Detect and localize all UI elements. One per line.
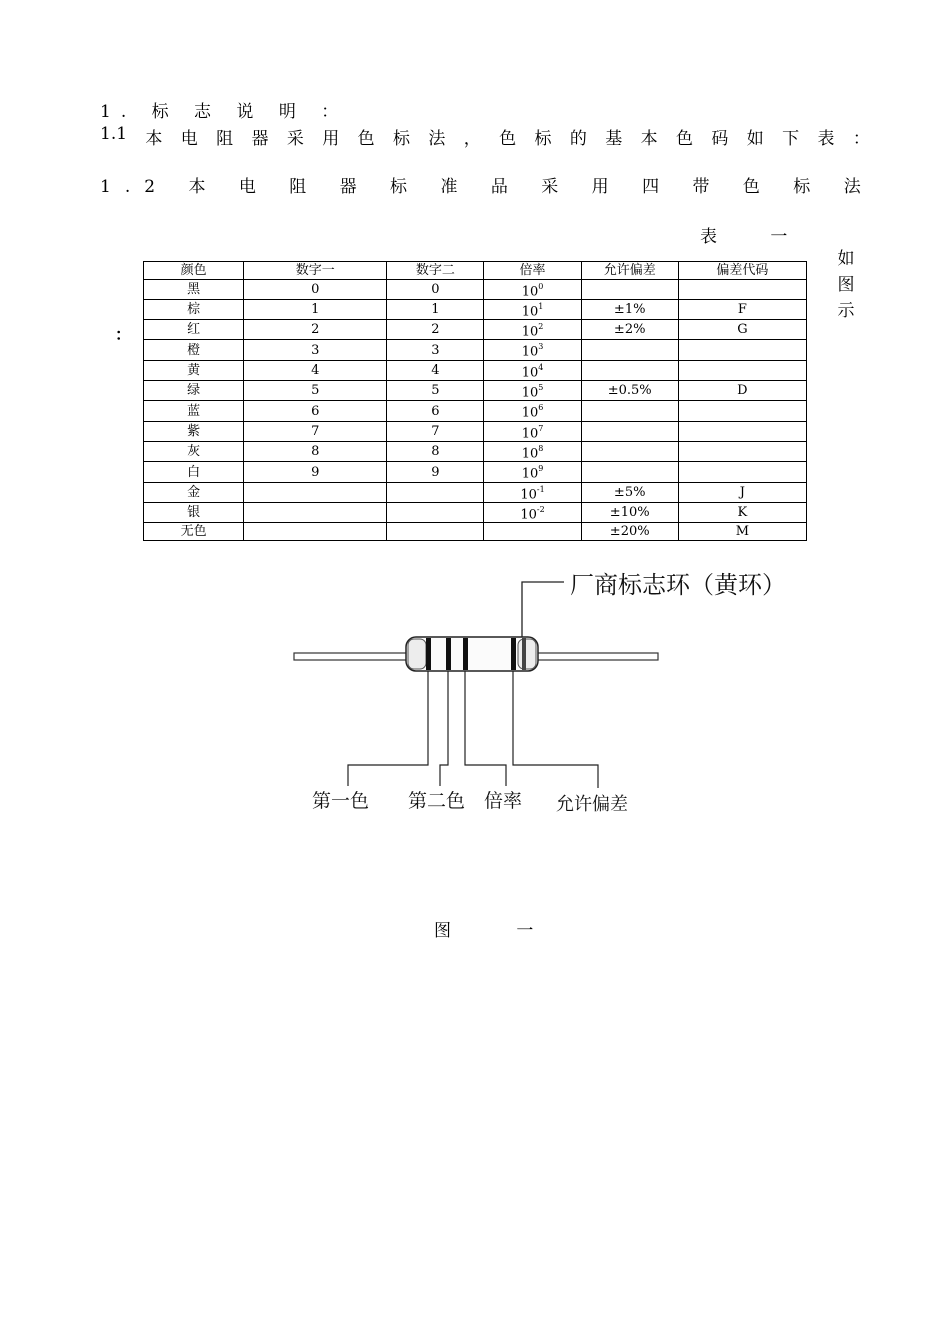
cell-digit-one: 2: [244, 320, 387, 340]
cell-multiplier: [484, 482, 581, 502]
cell-digit-one: 4: [244, 360, 387, 380]
cell-digit-one: 5: [244, 381, 387, 401]
cell-color: 黑: [144, 279, 244, 299]
multiplier-exponent: 3: [538, 342, 544, 352]
cell-color: 绿: [144, 381, 244, 401]
section-1-1-char: 如: [746, 129, 764, 149]
resistor-left-cap: [408, 639, 426, 669]
cell-color: 橙: [144, 340, 244, 360]
table-row: [144, 360, 807, 380]
section-1-1-char: 法: [428, 129, 446, 149]
section-1-1-char: 本: [145, 129, 163, 149]
band-tolerance: [511, 638, 516, 670]
cell-tolerance: [581, 279, 678, 299]
multiplier-exponent: 4: [538, 362, 544, 372]
side-note-char: 示: [837, 301, 855, 321]
side-note-char: 图: [837, 275, 855, 295]
cell-color: 棕: [144, 299, 244, 319]
cell-color: 蓝: [144, 401, 244, 421]
cell-tolerance-code: [678, 462, 806, 482]
cell-digit-one: 8: [244, 442, 387, 462]
cell-multiplier: [484, 503, 581, 523]
section-1-1-char: 阻: [216, 129, 234, 149]
multiplier-exponent: 2: [538, 322, 544, 332]
multiplier-exponent: 6: [538, 403, 544, 413]
section-1-1-char: 本: [640, 129, 658, 149]
table-row: [144, 462, 807, 482]
cell-tolerance-code: [678, 279, 806, 299]
multiplier-exponent: 9: [538, 464, 544, 474]
table-row: [144, 482, 807, 502]
cell-tolerance-code: [678, 421, 806, 441]
header-digit-one: 数字一: [244, 262, 387, 280]
maker-ring-label: 厂商标志环（黄环）: [570, 571, 786, 599]
table-row: [144, 523, 807, 541]
side-colon: ：: [115, 325, 132, 344]
multiplier-exponent: -2: [536, 505, 545, 515]
cell-tolerance: ±0.5%: [581, 381, 678, 401]
cell-digit-two: 5: [387, 381, 484, 401]
cell-tolerance-code: G: [678, 320, 806, 340]
section-1-1-char: 下: [782, 129, 800, 149]
leader-second-color: [440, 671, 448, 786]
section-1-1-char: ，: [463, 129, 481, 149]
cell-tolerance-code: F: [678, 299, 806, 319]
section-1-1-char: 标: [393, 129, 411, 149]
cell-tolerance: [581, 462, 678, 482]
multiplier-exponent: 1: [538, 301, 544, 311]
cell-multiplier: [484, 462, 581, 482]
cell-multiplier: [484, 401, 581, 421]
cell-color: 灰: [144, 442, 244, 462]
section-1-1-char: 表: [817, 129, 835, 149]
section-1-1-text: [100, 124, 870, 149]
maker-leader-line: [522, 582, 564, 637]
figure-caption: 图 一: [434, 921, 564, 941]
side-note-char: 如: [837, 249, 855, 269]
cell-multiplier: [484, 279, 581, 299]
section-1-1-char: 色: [676, 129, 694, 149]
band-second-color: [446, 638, 451, 670]
cell-tolerance: [581, 360, 678, 380]
multiplier-base: 10: [521, 426, 539, 442]
cell-color: 红: [144, 320, 244, 340]
label-second-color: 第二色: [408, 790, 466, 812]
table-body: [144, 279, 807, 540]
multiplier-exponent: 8: [538, 444, 544, 454]
leader-tolerance: [513, 671, 598, 788]
cell-digit-one: [244, 503, 387, 523]
cell-color: 黄: [144, 360, 244, 380]
header-digit-two: 数字二: [387, 262, 484, 280]
band-first-color: [426, 638, 431, 670]
cell-digit-one: 3: [244, 340, 387, 360]
cell-tolerance: ±20%: [581, 523, 678, 541]
cell-color: 白: [144, 462, 244, 482]
multiplier-base: 10: [521, 446, 539, 462]
table-row: [144, 503, 807, 523]
multiplier-exponent: -1: [536, 484, 545, 494]
band-maker-yellow: [522, 638, 526, 670]
cell-multiplier: [484, 320, 581, 340]
multiplier-base: 10: [521, 283, 539, 299]
multiplier-base: 10: [521, 466, 539, 482]
cell-digit-two: 9: [387, 462, 484, 482]
cell-color: 无色: [144, 523, 244, 541]
cell-multiplier: [484, 442, 581, 462]
section-1-1-char: 色: [499, 129, 517, 149]
section-1-1-char: 采: [286, 129, 304, 149]
label-first-color: 第一色: [312, 790, 370, 812]
section-1-1-char: 的: [569, 129, 587, 149]
cell-color: 金: [144, 482, 244, 502]
cell-tolerance: ±2%: [581, 320, 678, 340]
cell-digit-two: 6: [387, 401, 484, 421]
section-1-1-char: 码: [711, 129, 729, 149]
cell-multiplier: [484, 421, 581, 441]
table-row: [144, 279, 807, 299]
section-1-1-char: 基: [605, 129, 623, 149]
table-row: [144, 299, 807, 319]
cell-digit-two: [387, 503, 484, 523]
cell-tolerance-code: K: [678, 503, 806, 523]
cell-digit-one: 1: [244, 299, 387, 319]
section-1-1-char: 1.1: [100, 124, 128, 144]
multiplier-base: 10: [520, 507, 537, 523]
resistor-right-lead: [536, 653, 658, 660]
multiplier-base: 10: [521, 405, 539, 421]
cell-tolerance-code: M: [678, 523, 806, 541]
cell-digit-one: 6: [244, 401, 387, 421]
resistor-figure: [280, 560, 840, 830]
cell-tolerance-code: J: [678, 482, 806, 502]
cell-digit-two: 4: [387, 360, 484, 380]
band-multiplier: [463, 638, 468, 670]
cell-digit-one: 7: [244, 421, 387, 441]
section-1-1-char: 用: [322, 129, 340, 149]
multiplier-base: 10: [521, 365, 539, 381]
cell-tolerance-code: [678, 401, 806, 421]
cell-tolerance-code: D: [678, 381, 806, 401]
cell-tolerance: [581, 421, 678, 441]
cell-color: 银: [144, 503, 244, 523]
cell-multiplier: [484, 523, 581, 541]
cell-tolerance: ±10%: [581, 503, 678, 523]
multiplier-base: 10: [521, 324, 539, 340]
cell-tolerance: [581, 442, 678, 462]
multiplier-exponent: 5: [538, 383, 544, 393]
table-row: [144, 401, 807, 421]
cell-tolerance-code: [678, 360, 806, 380]
label-multiplier: 倍率: [484, 790, 523, 812]
cell-multiplier: [484, 381, 581, 401]
cell-multiplier: [484, 340, 581, 360]
resistor-left-lead: [294, 653, 410, 660]
section-1-2-text: 1.2 本 电 阻 器 标 准 品 采 用 四 带 色 标 法: [100, 177, 875, 197]
cell-digit-one: 9: [244, 462, 387, 482]
table-row: [144, 340, 807, 360]
cell-multiplier: [484, 299, 581, 319]
cell-tolerance: [581, 401, 678, 421]
cell-digit-two: [387, 523, 484, 541]
cell-digit-two: 2: [387, 320, 484, 340]
color-code-table: [143, 261, 807, 541]
cell-digit-one: [244, 482, 387, 502]
multiplier-base: 10: [520, 487, 537, 503]
cell-tolerance: ±5%: [581, 482, 678, 502]
multiplier-base: 10: [521, 344, 539, 360]
header-tolerance-code: 偏差代码: [678, 262, 806, 280]
cell-digit-two: 8: [387, 442, 484, 462]
header-tolerance: 允许偏差: [581, 262, 678, 280]
resistor-right-cap: [518, 639, 536, 669]
table-row: [144, 442, 807, 462]
header-color: 颜色: [144, 262, 244, 280]
section-1-1-char: 器: [251, 129, 269, 149]
header-multiplier: 倍率: [484, 262, 581, 280]
table-row: [144, 421, 807, 441]
cell-digit-two: 7: [387, 421, 484, 441]
multiplier-base: 10: [521, 304, 539, 320]
multiplier-exponent: 0: [538, 281, 544, 291]
cell-multiplier: [484, 360, 581, 380]
table-row: [144, 381, 807, 401]
cell-digit-one: [244, 523, 387, 541]
table-row: [144, 320, 807, 340]
cell-digit-two: [387, 482, 484, 502]
section-1-1-char: 色: [357, 129, 375, 149]
section-1-1-char: 电: [180, 129, 198, 149]
label-tolerance: 允许偏差: [556, 794, 628, 815]
section-1-1-char: 标: [534, 129, 552, 149]
cell-tolerance: ±1%: [581, 299, 678, 319]
table-header-row: [144, 262, 807, 280]
cell-digit-two: 0: [387, 279, 484, 299]
cell-digit-two: 1: [387, 299, 484, 319]
table-caption: 表 一: [700, 227, 812, 247]
cell-tolerance: [581, 340, 678, 360]
cell-tolerance-code: [678, 442, 806, 462]
cell-digit-one: 0: [244, 279, 387, 299]
cell-tolerance-code: [678, 340, 806, 360]
multiplier-base: 10: [521, 385, 539, 401]
multiplier-exponent: 7: [538, 423, 544, 433]
cell-color: 紫: [144, 421, 244, 441]
leader-first-color: [348, 671, 428, 786]
cell-digit-two: 3: [387, 340, 484, 360]
section-1-1-char: ：: [852, 129, 870, 149]
section-heading: 1. 标 志 说 明 ：: [100, 102, 349, 122]
side-note: [836, 246, 856, 324]
leader-multiplier: [465, 671, 506, 786]
